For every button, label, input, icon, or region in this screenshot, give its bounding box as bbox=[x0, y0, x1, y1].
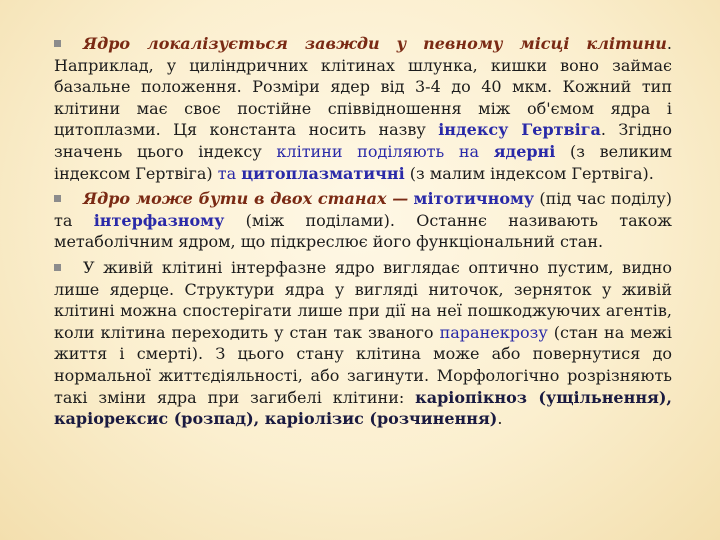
paragraph-1 bbox=[54, 33, 672, 184]
bullet-square-icon bbox=[54, 264, 61, 271]
p2-text-2: (між поділами). Останнє називають також метаболічним ядром, що підкреслює його функціональний стан. bbox=[54, 210, 672, 252]
p3-paranecrosis: паранекрозу bbox=[439, 322, 548, 342]
p1-and-word: та bbox=[217, 163, 237, 183]
p1-cells-divide: клітини поділяють на bbox=[276, 141, 480, 161]
p1-hertwig-index: індексу Гертвіга bbox=[438, 120, 601, 140]
p1-text-3: (з великим індексом Гертвіга) bbox=[54, 141, 673, 183]
p1-cytoplasmic: цитоплазматичні bbox=[241, 163, 405, 183]
p1-text-1: . Наприклад, у циліндричних клітинах шлунка, кишки воно займає базальне положення. Розміри ядер від 3-4 до 40 мкм. Кожний тип клітини має своє постійне співвідношення між об'ємом ядра і цитоплазми. Ця константа носить назву bbox=[54, 34, 672, 140]
slide-text bbox=[54, 33, 672, 434]
p1-text-4: (з малим індексом Гертвіга). bbox=[404, 163, 654, 183]
p1-nuclear: ядерні bbox=[493, 141, 556, 161]
p1-text-2: . Згідно значень цього індексу bbox=[54, 120, 672, 161]
p2-lead: Ядро може бути в двох станах — bbox=[83, 189, 409, 209]
bullet-square-icon bbox=[54, 40, 61, 47]
p3-nuclear-changes: каріопікноз (ущільнення), каріорексис (розпад), каріолізис (розчинення) bbox=[54, 387, 672, 429]
p3-text-1: (стан на межі життя і смерті). З цього стану клітина може або повернутися до нормальної життєдіяльності, або загинути. Морфологічно розрізняють такі зміни ядра при загибелі клітини: bbox=[54, 322, 673, 407]
paragraph-2 bbox=[54, 188, 672, 253]
paragraph-3 bbox=[54, 257, 672, 430]
p1-lead: Ядро локалізується завжди у певному місці клітини bbox=[83, 34, 667, 53]
bullet-square-icon bbox=[54, 195, 61, 202]
p3-end: . bbox=[497, 409, 503, 429]
p2-interphase: інтерфазному bbox=[93, 210, 225, 230]
p2-text-1: (під час поділу) та bbox=[54, 189, 672, 230]
p3-lead: У живій клітині інтерфазне ядро виглядає оптично пустим, видно лише ядерце. Структури ядра у вигляді ниточок, зерняток у живій клітині можна спостерігати лише при дії на неї пошкоджуючих агентів, коли клітина переходить у стан так званого bbox=[54, 257, 672, 342]
p2-mitotic: мітотичному bbox=[413, 189, 535, 209]
